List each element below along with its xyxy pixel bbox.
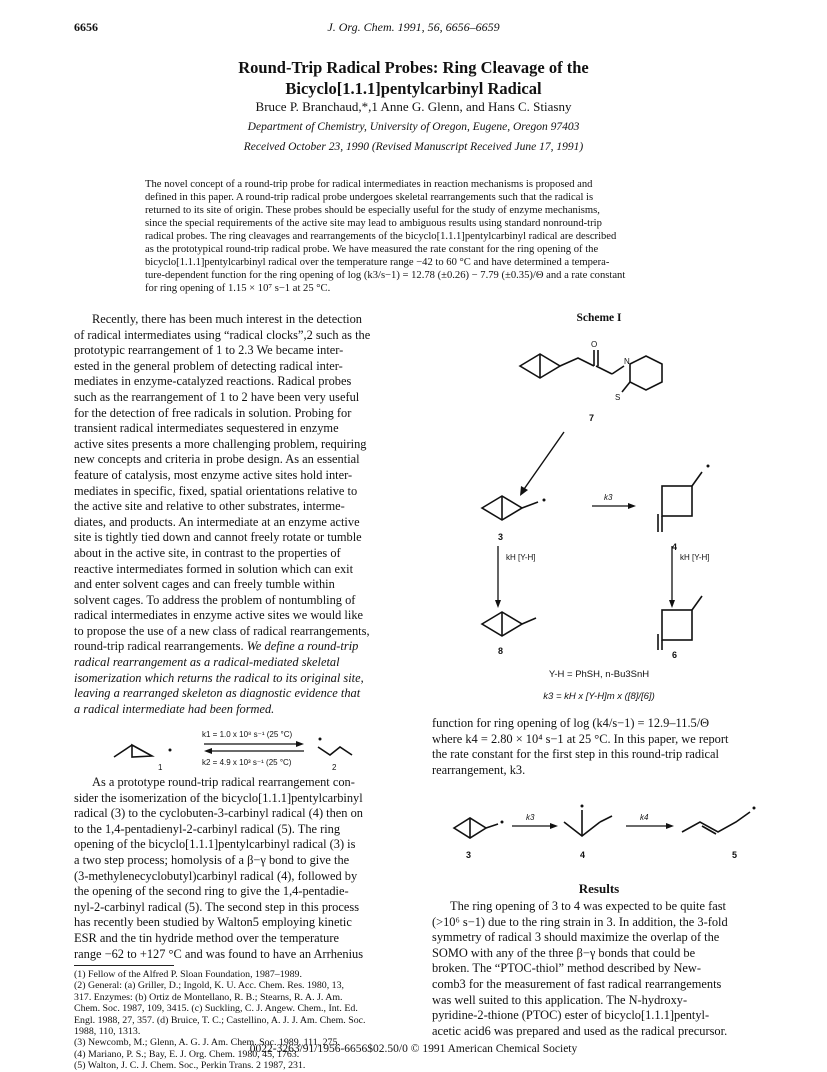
mini-label-3: 3 <box>466 850 472 860</box>
abstract-line: ture-dependent function for the ring opening of log (k3/s−1) = 12.78 (±0.26) − 7.79 (±0.35)/Θ and a rate constant <box>145 270 626 281</box>
body-line: about in the active site, in contrast to the properties of <box>74 545 341 560</box>
footnote-line: 317. Enzymes: (b) Ortiz de Montellano, R. B.; Stearns, R. A. J. Am. <box>74 991 343 1003</box>
footnote-line: (5) Walton, J. C. J. Chem. Soc., Perkin Trans. 2 1987, 231. <box>74 1060 306 1072</box>
body-line: opening of the bicyclo[1.1.1]pentylcarbinyl radical (3) is <box>74 837 356 852</box>
reaction-arrow-7-to-3 <box>522 432 564 492</box>
structure-3 <box>482 496 546 520</box>
structure-2 <box>318 738 352 756</box>
definition-line: leaving a rearranged skeleton as diagnostic evidence that <box>74 686 361 701</box>
body-line: As a prototype round-trip radical rearrangement con- <box>92 775 355 789</box>
footnote-rule <box>74 965 174 966</box>
article-title-line-1: Round-Trip Radical Probes: Ring Cleavage of the <box>238 58 589 77</box>
body-line: where k4 = 2.80 × 10⁴ s−1 at 25 °C. In this paper, we report <box>432 731 729 746</box>
body-line: feature of catalysis, most enzyme active sites hold inter- <box>74 467 353 482</box>
radical-clock-equation <box>74 727 414 773</box>
body-line <box>74 639 414 655</box>
body-text: round-trip radical rearrangements. <box>74 639 244 654</box>
footnotes <box>74 969 414 1072</box>
body-line: and enter solvent cages and can freely tumble within <box>74 577 335 592</box>
mini-label-4: 4 <box>580 850 586 860</box>
scheme-k3: k3 <box>604 493 613 502</box>
page-number: 6656 <box>74 20 98 34</box>
body-line: a two step process; homolysis of a β−γ bond to give the <box>74 852 350 867</box>
body-line: to propose the use of a new class of radical rearrangements, <box>74 623 370 638</box>
abstract-line: returned to its site of origin. These probes should be especially useful for the study of enzyme mechanisms, <box>145 205 600 216</box>
body-line: nyl-2-carbinyl radical (5). The second step in this process <box>74 899 360 914</box>
body-line: range −62 to +127 °C and was found to have an Arrhenius <box>74 946 364 961</box>
body-line: mediates in enzyme-catalyzed reactions. Radical probes <box>74 374 352 389</box>
footnote-line: (2) General: (a) Griller, D.; Ingold, K. U. Acc. Chem. Res. 1980, 13, <box>74 980 345 992</box>
abstract <box>145 178 690 295</box>
footnote-line: Chem. Soc. 1987, 109, 3415. (c) Suckling, C. J. Angew. Chem., Int. Ed. <box>74 1003 358 1015</box>
scheme-kh-left: kH [Y-H] <box>506 553 536 562</box>
body-line: acetic acid6 was prepared and used as the radical precursor. <box>432 1023 728 1038</box>
mini-k3: k3 <box>526 813 535 822</box>
body-line: Recently, there has been much interest in the detection <box>92 312 362 326</box>
body-line: solvent cages. To address the problem of nontumbling of <box>74 592 356 607</box>
left-column-intro <box>74 312 414 717</box>
abstract-line: defined in this paper. A round-trip radical probe undergoes skeletal rearrangements such that the radical is <box>145 192 594 203</box>
compound-label-8: 8 <box>498 646 504 656</box>
copyright-footer: 0022-3263/91/1956-6656$02.50/0 © 1991 American Chemical Society <box>249 1043 578 1055</box>
abstract-line: The novel concept of a round-trip probe for radical intermediates in reaction mechanisms is proposed and <box>145 179 593 190</box>
body-line: radical intermediates in enzyme active sites we would like <box>74 608 364 623</box>
results-heading: Results <box>578 881 620 896</box>
definition-line: isomerization which returns the radical to its original site, <box>74 670 364 685</box>
body-line: the active site and relative to other substrates, interme- <box>74 499 345 514</box>
compound-label-2: 2 <box>332 763 337 772</box>
body-line: reactive intermediates formed in solution which can exit <box>74 561 354 576</box>
body-line: rearrangement, k3. <box>432 762 526 777</box>
compound-label-7: 7 <box>589 413 595 423</box>
scheme-reagents: Y-H = PhSH, n-Bu3SnH <box>548 669 650 680</box>
structure-1 <box>114 745 172 757</box>
body-line: the rate constant for the first step in this round-trip radical <box>432 747 719 762</box>
footnote-line: Engl. 1988, 27, 357. (d) Bruice, T. C.; Castellino, A. J. J. Am. Chem. Soc. <box>74 1014 366 1026</box>
scheme-rate-equation: k3 = kH x [Y-H]m x ([8]/[6]) <box>543 691 655 702</box>
body-line: new concepts and criteria in probe design. As an essential <box>74 452 360 467</box>
atom-s: S <box>615 393 621 402</box>
results-text <box>432 899 766 1039</box>
body-line: comb3 for the measurement of fast radical rearrangements <box>432 976 722 991</box>
abstract-line: bicyclo[1.1.1]pentylcarbinyl radical over the temperature range −42 to 60 °C and have determined a tempera- <box>145 257 610 268</box>
structure-4 <box>658 465 710 533</box>
abstract-line: for ring opening of 1.15 × 10⁷ s−1 at 25 °C. <box>145 283 331 294</box>
received-dates: Received October 23, 1990 (Revised Manuscript Received June 17, 1991) <box>243 141 584 153</box>
compound-label-3: 3 <box>498 532 504 542</box>
mini-structure-5 <box>682 807 756 835</box>
atom-n: N <box>624 357 630 366</box>
structure-6 <box>658 596 702 650</box>
atom-o: O <box>591 340 598 349</box>
body-line: (3-methylenecyclobutyl)carbinyl radical (4), followed by <box>74 868 358 883</box>
definition-line: a radical intermediate had been formed. <box>74 701 275 716</box>
journal-citation: J. Org. Chem. 1991, 56, 6656–6659 <box>327 20 500 34</box>
body-line: such as the rearrangement of 1 to 2 have been very useful <box>74 389 360 404</box>
footnote-line: 1988, 110, 1313. <box>74 1026 141 1038</box>
forward-rate: k1 = 1.0 x 10⁸ s⁻¹ (25 °C) <box>202 730 293 739</box>
article-title-line-2: Bicyclo[1.1.1]pentylcarbinyl Radical <box>285 79 542 98</box>
body-line: radical (3) to the cyclobuten-3-carbinyl radical (4) then on <box>74 806 363 821</box>
body-line: mediates in specific, fixed, spatial orientations relative to <box>74 483 358 498</box>
body-line: pyridine-2-thione (PTOC) ester of bicyclo[1.1.1]pentyl- <box>432 1008 710 1023</box>
body-line: has recently been studied by Walton5 employing kinetic <box>74 915 352 930</box>
compound-label-4: 4 <box>672 542 678 552</box>
scheme-title: Scheme I <box>576 312 622 324</box>
body-line: the opening of the second ring to give the 1,4-pentadie- <box>74 884 349 899</box>
left-column-prototype <box>74 775 414 962</box>
right-column-intro <box>432 716 766 778</box>
body-line: ESR and the tin hydride method over the temperature <box>74 930 339 945</box>
reverse-rate: k2 = 4.9 x 10³ s⁻¹ (25 °C) <box>202 758 292 767</box>
body-line: transient radical intermediates sequestered in enzyme <box>74 421 339 436</box>
affiliation: Department of Chemistry, University of Oregon, Eugene, Oregon 97403 <box>247 121 580 133</box>
structure-8 <box>482 612 536 636</box>
footnote-line: (3) Newcomb, M.; Glenn, A. G. J. Am. Chem. Soc. 1989, 111, 275. <box>74 1037 340 1049</box>
body-line: SOMO with any of the three β−γ bonds that could be <box>432 945 696 960</box>
body-line: The ring opening of 3 to 4 was expected to be quite fast <box>450 899 726 913</box>
body-line: to the 1,4-pentadienyl-2-carbinyl radical (5). The ring <box>74 821 341 836</box>
body-line: ested in the general problem of detecting radical inter- <box>74 358 343 373</box>
footnote-line: (4) Mariano, P. S.; Bay, E. J. Org. Chem. 1980, 45, 1763. <box>74 1048 300 1060</box>
body-line: function for ring opening of log (k4/s−1) = 12.9–11.5/Θ <box>432 716 710 730</box>
body-line: of radical intermediates using “radical clocks”,2 such as the <box>74 327 371 342</box>
scheme-kh-right: kH [Y-H] <box>680 553 710 562</box>
body-line: for the detection of free radicals in solution. Probing for <box>74 405 352 420</box>
body-line: sider the isomerization of the bicyclo[1.1.1]pentylcarbinyl <box>74 790 363 805</box>
body-line: broken. The “PTOC-thiol” method described by New- <box>432 961 701 976</box>
definition-text: We define a round-trip <box>246 639 359 654</box>
body-line: (>10⁶ s−1) due to the ring strain in 3. In addition, the 3-fold <box>432 914 728 929</box>
ring-opening-scheme <box>432 796 766 864</box>
author-list: Bruce P. Branchaud,*,1 Anne G. Glenn, and Hans C. Stiasny <box>255 99 572 114</box>
compound-label-6: 6 <box>672 650 678 658</box>
body-line: symmetry of radical 3 should maximize the overlap of the <box>432 930 720 945</box>
abstract-line: radical probes. The ring cleavages and rearrangements of the bicyclo[1.1.1]pentylcarbinyl radical are described <box>145 231 617 242</box>
compound-label-1: 1 <box>158 763 163 772</box>
mini-structure-3 <box>454 818 504 838</box>
definition-line: radical rearrangement as a radical-mediated skeletal <box>74 655 340 670</box>
abstract-line: since the special requirements of the active site may lead to ambiguous results using standard nonround-trip <box>145 218 602 229</box>
abstract-line: as the prototypical round-trip radical probe. We have measured the rate constant for the ring opening of the <box>145 244 599 255</box>
structure-7 <box>520 350 662 392</box>
scheme-1-diagram <box>432 328 766 658</box>
footnote-line: (1) Fellow of the Alfred P. Sloan Foundation, 1987–1989. <box>74 969 302 980</box>
body-line: diates, and products. An intermediate at an enzyme active <box>74 514 360 529</box>
body-line: prototypic rearrangement of 1 to 2.3 We became inter- <box>74 343 344 358</box>
body-line: was well suited to this application. The N-hydroxy- <box>432 992 688 1007</box>
body-line: active sites presents a more challenging problem, requiring <box>74 436 367 451</box>
mini-k4: k4 <box>640 813 649 822</box>
mini-structure-4 <box>564 805 612 837</box>
mini-label-5: 5 <box>732 850 738 860</box>
body-line: site is tightly tied down and cannot freely rotate or tumble <box>74 530 362 545</box>
